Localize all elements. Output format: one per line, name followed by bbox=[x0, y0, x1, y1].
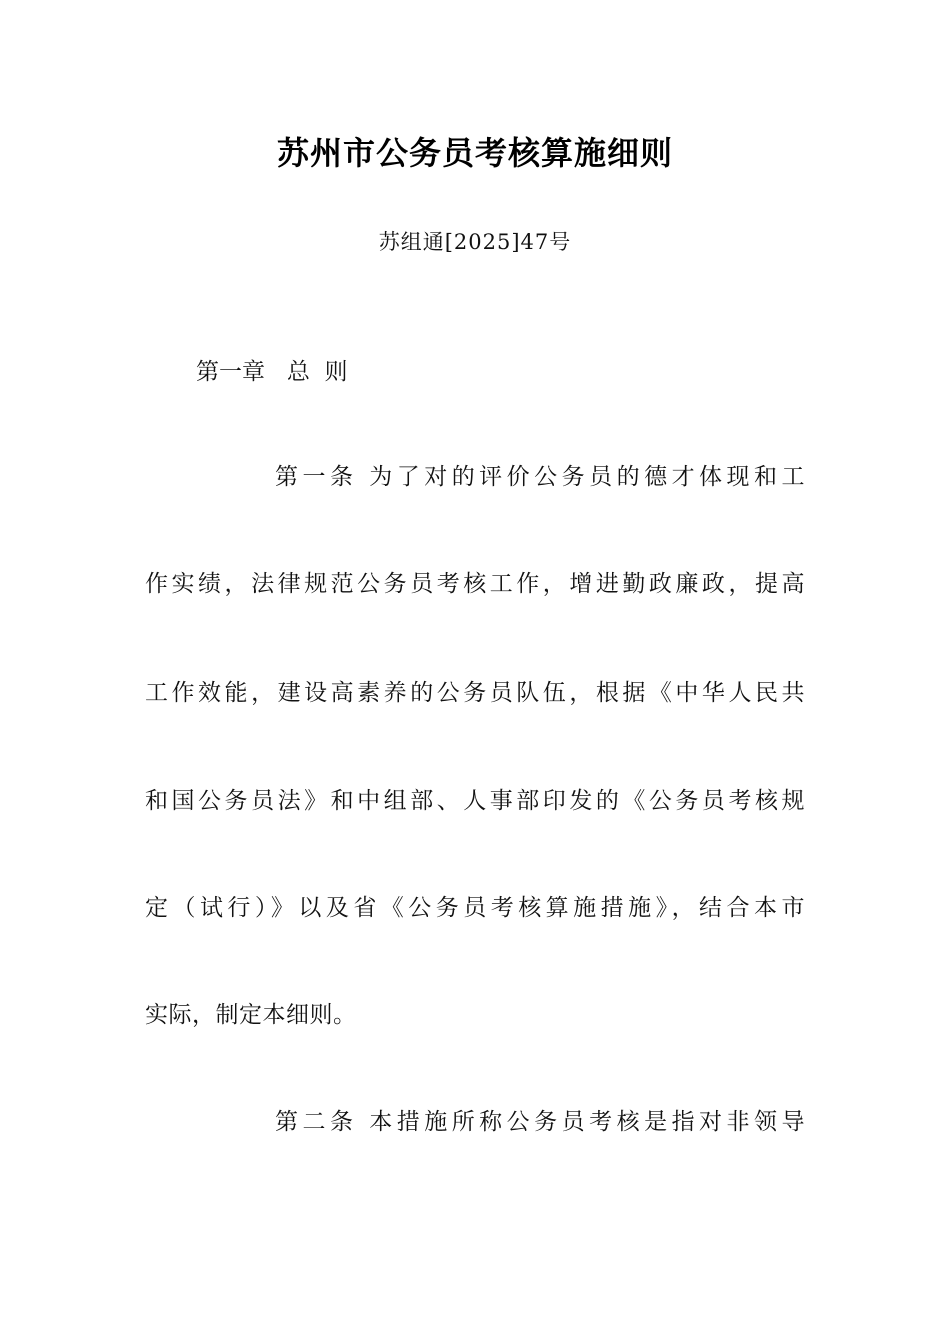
document-title: 苏州市公务员考核算施细则 bbox=[276, 134, 673, 172]
article-1-line-3: 工作效能，建设高素养的公务员队伍，根据《中华人民共 bbox=[145, 680, 805, 706]
article-1-line-1: 第一条 为了对的评价公务员的德才体现和工 bbox=[275, 464, 805, 490]
article-1-line-5: 定（试行）》以及省《公务员考核算施措施》，结合本市 bbox=[145, 895, 805, 921]
article-1-line-4: 和国公务员法》和中组部、人事部印发的《公务员考核规 bbox=[145, 788, 805, 814]
article-2-line-1: 第二条 本措施所称公务员考核是指对非领导 bbox=[275, 1109, 805, 1135]
chapter-heading: 第一章 总 则 bbox=[196, 359, 348, 385]
document-number: 苏组通[2025]47号 bbox=[378, 230, 572, 254]
article-1-line-2: 作实绩，法律规范公务员考核工作，增进勤政廉政，提高 bbox=[145, 571, 805, 597]
article-1-line-6: 实际，制定本细则。 bbox=[145, 1002, 357, 1028]
